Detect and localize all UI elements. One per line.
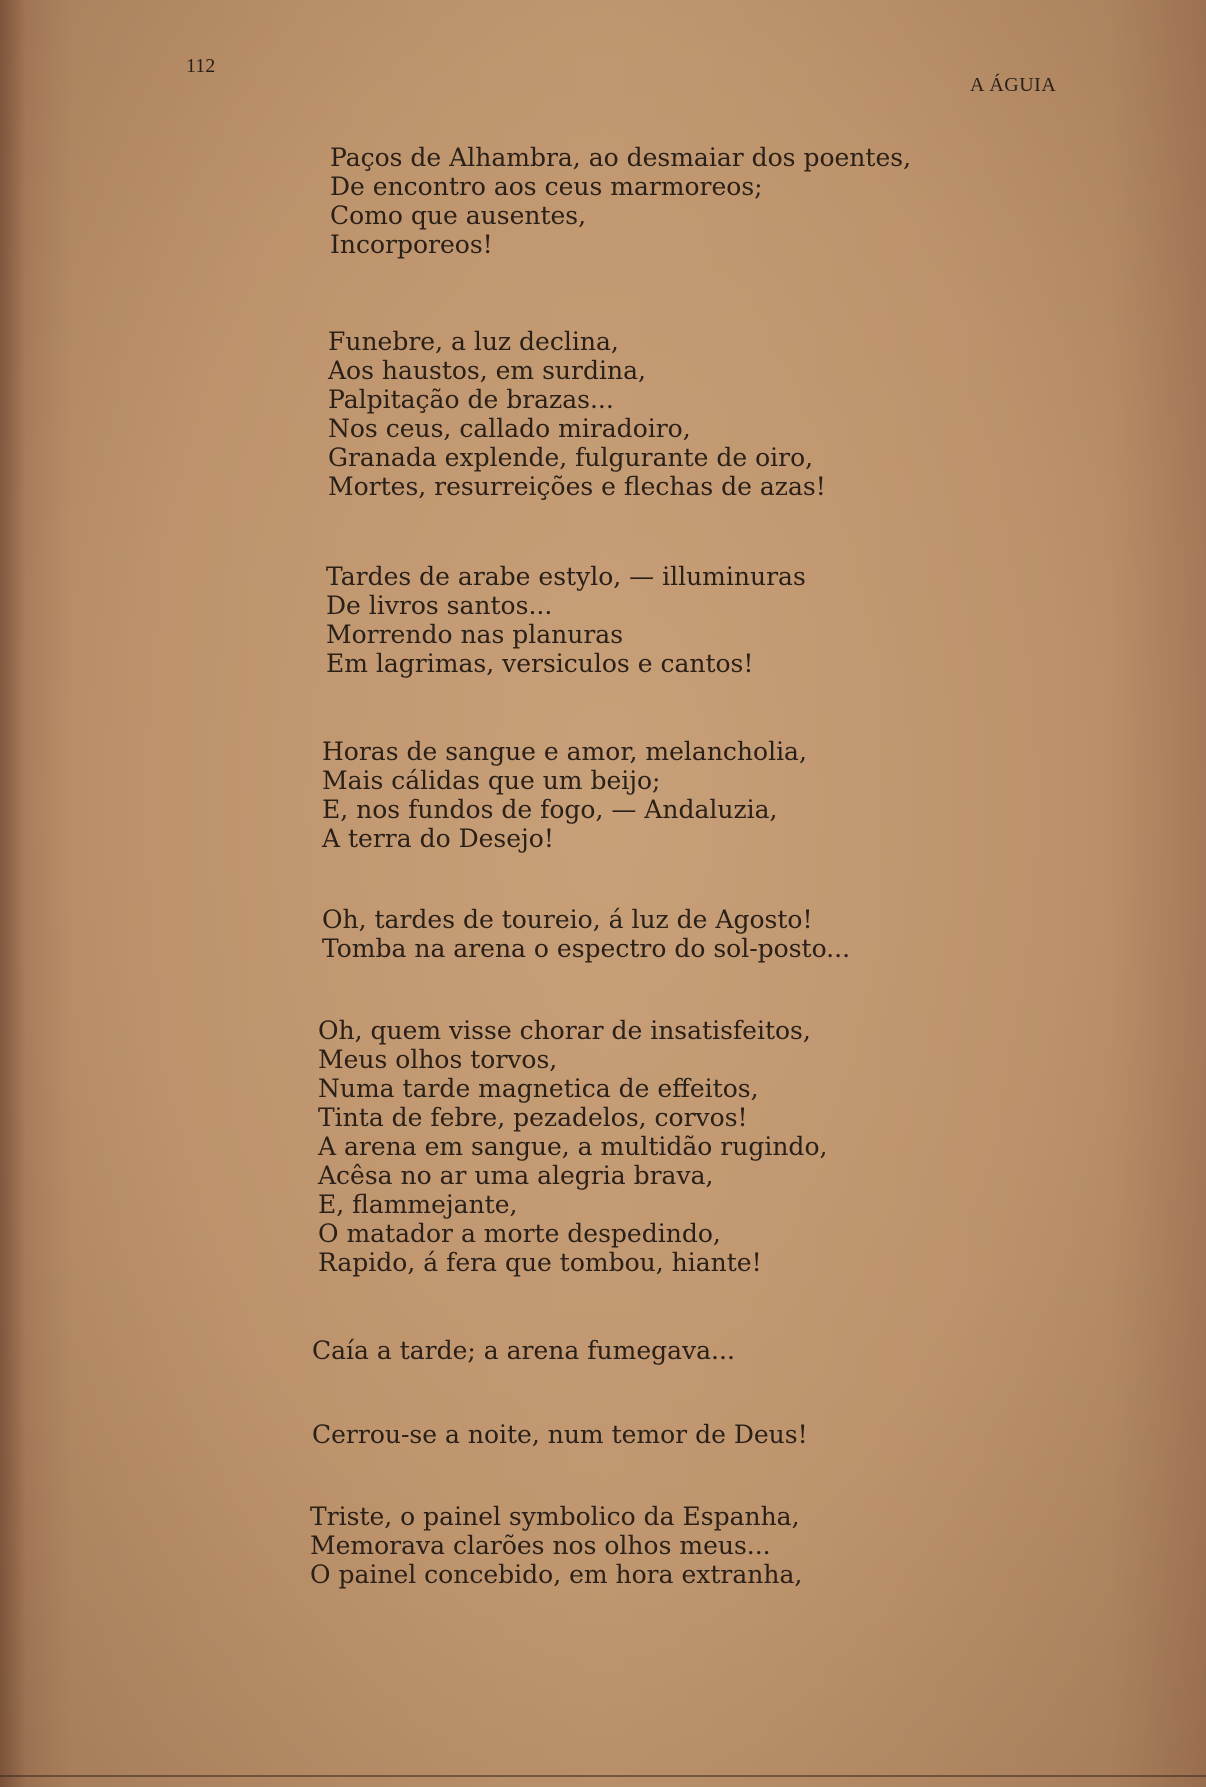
- stanza-3: [326, 562, 806, 678]
- verse-line: Palpitação de brazas...: [328, 385, 614, 414]
- verse-line: De encontro aos ceus marmoreos;: [330, 172, 763, 201]
- verse-line: Tardes de arabe estylo, — illuminuras: [326, 562, 806, 591]
- verse-line: Mortes, resurreições e flechas de azas!: [328, 472, 826, 501]
- page-bottom-edge: [0, 1775, 1206, 1777]
- verse-line: Morrendo nas planuras: [326, 620, 624, 649]
- verse-line: E, flammejante,: [318, 1190, 518, 1219]
- page-number: 112: [186, 55, 216, 77]
- stanza-2: [328, 327, 826, 501]
- verse-line: Horas de sangue e amor, melancholia,: [322, 737, 807, 766]
- verse-line: Memorava clarões nos olhos meus...: [310, 1531, 771, 1560]
- verse-line: Como que ausentes,: [330, 201, 587, 230]
- verse-line: Nos ceus, callado miradoiro,: [328, 414, 691, 443]
- stanza-8: [312, 1420, 808, 1449]
- verse-line: Acêsa no ar uma alegria brava,: [318, 1161, 714, 1190]
- stanza-1: [330, 143, 911, 259]
- verse-line: Paços de Alhambra, ao desmaiar dos poentes,: [330, 143, 912, 172]
- verse-line: O matador a morte despedindo,: [318, 1219, 721, 1248]
- stanza-7: [312, 1336, 735, 1365]
- stanza-6: [318, 1016, 827, 1277]
- verse-line: Caía a tarde; a arena fumegava...: [312, 1336, 735, 1365]
- stanza-5: [322, 905, 850, 963]
- verse-line: A terra do Desejo!: [322, 824, 554, 853]
- verse-line: Mais cálidas que um beijo;: [322, 766, 661, 795]
- verse-line: Aos haustos, em surdina,: [328, 356, 646, 385]
- running-title: A ÁGUIA: [970, 74, 1057, 96]
- verse-line: O painel concebido, em hora extranha,: [310, 1560, 803, 1589]
- verse-line: Meus olhos torvos,: [318, 1045, 558, 1074]
- verse-line: Numa tarde magnetica de effeitos,: [318, 1074, 759, 1103]
- verse-line: Incorporeos!: [330, 230, 493, 259]
- verse-line: Cerrou-se a noite, num temor de Deus!: [312, 1420, 808, 1449]
- verse-line: Oh, quem visse chorar de insatisfeitos,: [318, 1016, 811, 1045]
- verse-line: Triste, o painel symbolico da Espanha,: [310, 1502, 800, 1531]
- stanza-4: [322, 737, 807, 853]
- verse-line: Funebre, a luz declina,: [328, 327, 619, 356]
- verse-line: Oh, tardes de toureio, á luz de Agosto!: [322, 905, 813, 934]
- verse-line: E, nos fundos de fogo, — Andaluzia,: [322, 795, 778, 824]
- verse-line: Granada explende, fulgurante de oiro,: [328, 443, 814, 472]
- page-gutter-shadow: [0, 0, 26, 1787]
- verse-line: Tinta de febre, pezadelos, corvos!: [318, 1103, 748, 1132]
- verse-line: Tomba na arena o espectro do sol-posto...: [322, 934, 851, 963]
- verse-line: Em lagrimas, versiculos e cantos!: [326, 649, 754, 678]
- verse-line: A arena em sangue, a multidão rugindo,: [318, 1132, 828, 1161]
- verse-line: Rapido, á fera que tombou, hiante!: [318, 1248, 762, 1277]
- verse-line: De livros santos...: [326, 591, 553, 620]
- stanza-9: [310, 1502, 802, 1589]
